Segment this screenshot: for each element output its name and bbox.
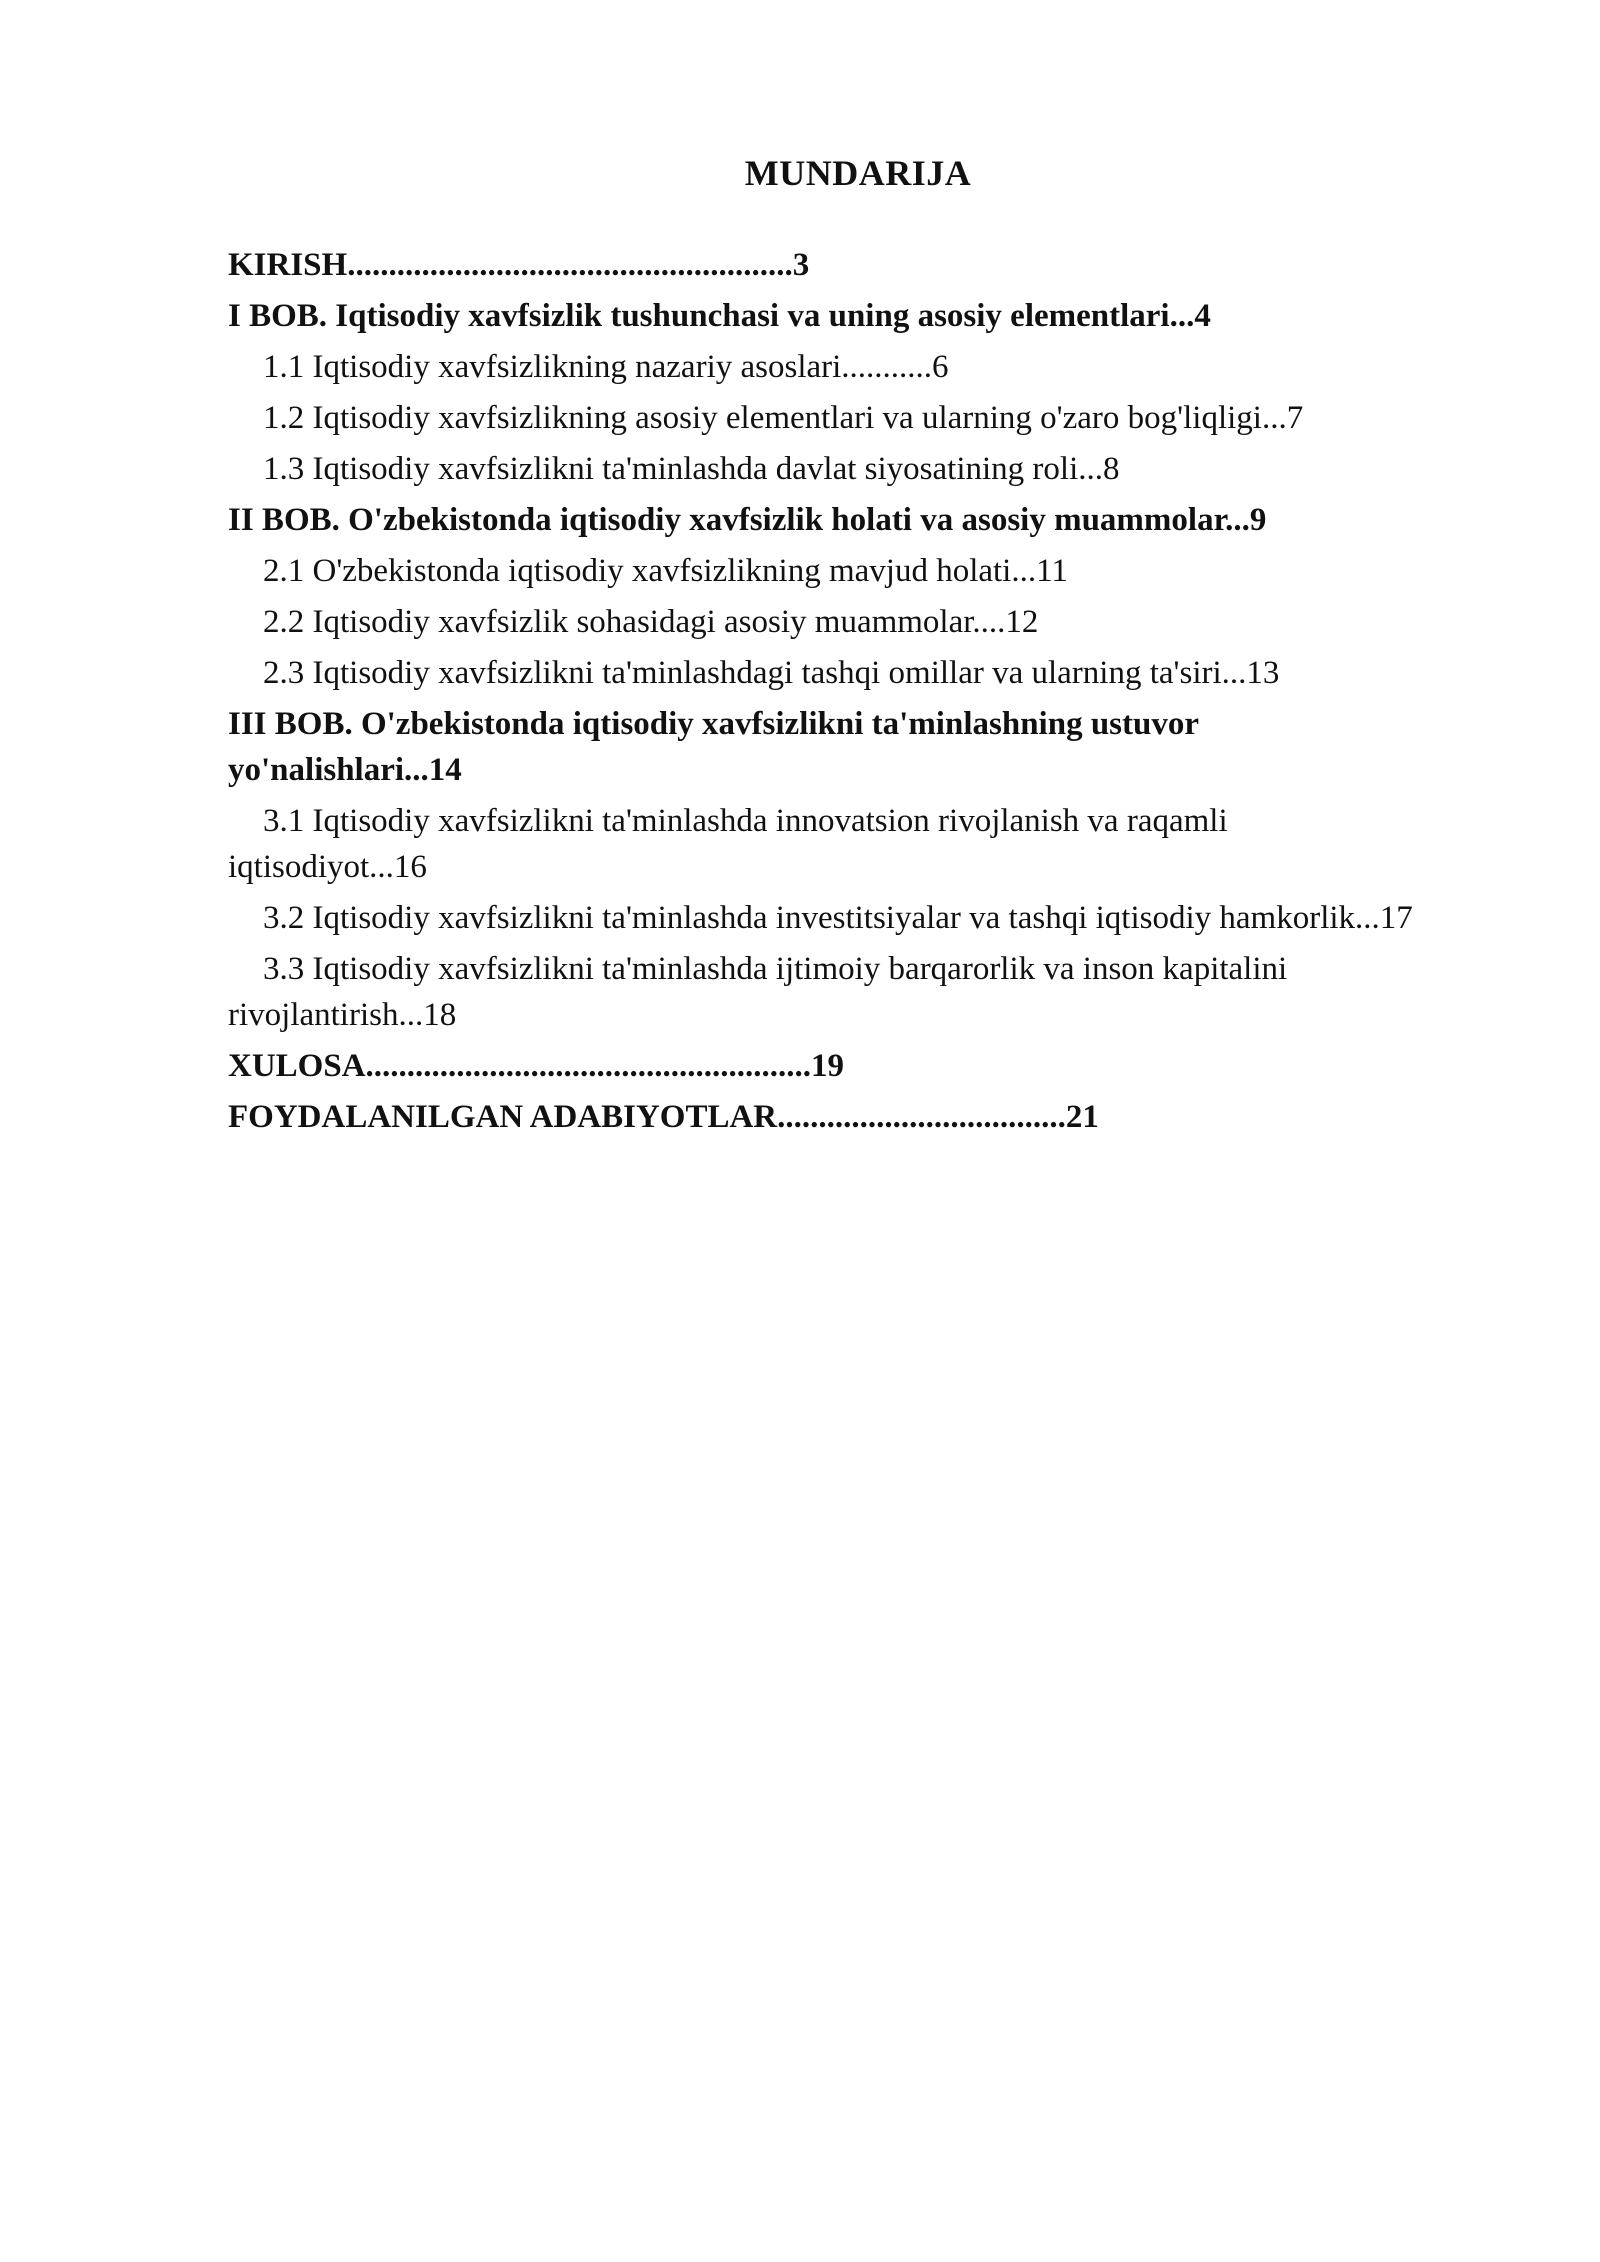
toc-entry-section-1-2: 1.2 Iqtisodiy xavfsizlikning asosiy elementlari va ularning o'zaro bog'liqligi...7 [263,400,1304,436]
toc-entry-chapter-1: I BOB. Iqtisodiy xavfsizlik tushunchasi va uning asosiy elementlari...4 [228,298,1211,334]
toc-entry-section-3-2: 3.2 Iqtisodiy xavfsizlikni ta'minlashda investitsiyalar va tashqi iqtisodiy hamkorlik...17 [263,900,1413,936]
toc-entry-section-1-1: 1.1 Iqtisodiy xavfsizlikning nazariy asoslari...........6 [263,349,949,385]
toc-entry-section-1-3: 1.3 Iqtisodiy xavfsizlikni ta'minlashda davlat siyosatining roli...8 [263,451,1120,487]
page-title: MUNDARIJA [744,153,972,193]
toc-entry-section-2-1: 2.1 O'zbekistonda iqtisodiy xavfsizlikning mavjud holati...11 [263,553,1068,589]
toc-entry-section-3-1: 3.1 Iqtisodiy xavfsizlikni ta'minlashda innovatsion rivojlanish va raqamli iqtisodiyot...16 [228,803,1228,885]
toc-entry-kirish: KIRISH......................................................3 [228,247,810,283]
table-of-contents [228,242,1518,1145]
toc-entry-references: FOYDALANILGAN ADABIYOTLAR...................................21 [228,1099,1099,1135]
toc-entry-section-2-3: 2.3 Iqtisodiy xavfsizlikni ta'minlashdagi tashqi omillar va ularning ta'siri...13 [263,655,1280,691]
toc-entry-xulosa: XULOSA......................................................19 [228,1048,845,1084]
toc-entry-section-3-3: 3.3 Iqtisodiy xavfsizlikni ta'minlashda ijtimoiy barqarorlik va inson kapitalini rivojlantirish...18 [228,951,1288,1033]
toc-entry-chapter-2: II BOB. O'zbekistonda iqtisodiy xavfsizlik holati va asosiy muammolar...9 [228,502,1267,538]
toc-entry-chapter-3: III BOB. O'zbekistonda iqtisodiy xavfsizlikni ta'minlashning ustuvor yo'nalishlari...14 [228,706,1199,788]
toc-entry-section-2-2: 2.2 Iqtisodiy xavfsizlik sohasidagi asosiy muammolar....12 [263,604,1039,640]
